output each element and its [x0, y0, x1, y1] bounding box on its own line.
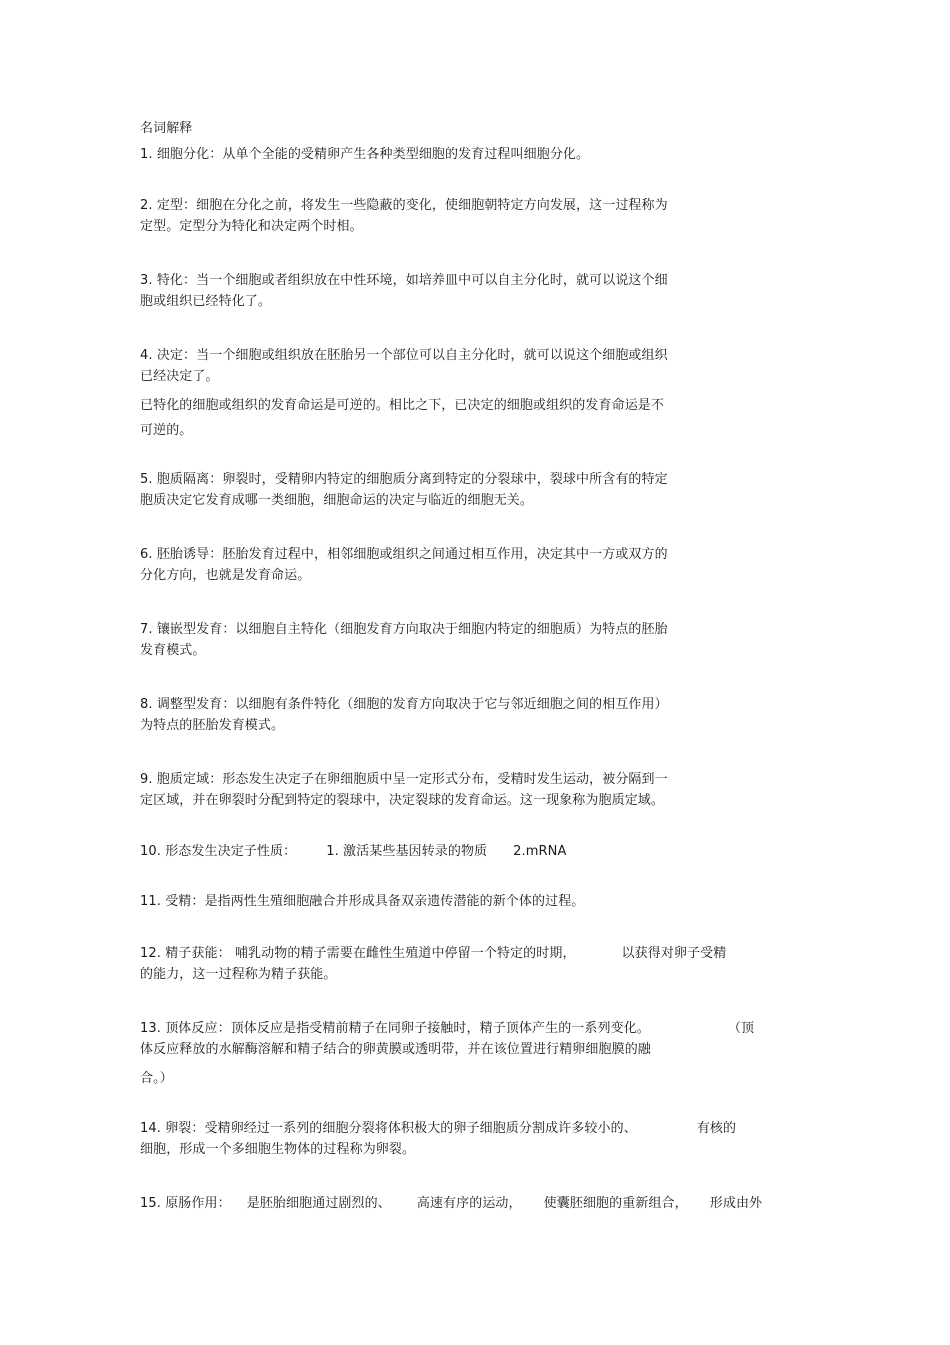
- term-12-text-part: 以获得对卵子受精: [621, 946, 727, 961]
- term-4-note-line: 可逆的。: [140, 423, 193, 438]
- term-1-line: 1. 细胞分化：从单个全能的受精卵产生各种类型细胞的发育过程叫细胞分化。: [140, 147, 590, 162]
- term-6-line: 分化方向，也就是发育命运。: [140, 568, 311, 583]
- term-11-line: 11. 受精：是指两性生殖细胞融合并形成具备双亲遗传潜能的新个体的过程。: [140, 894, 585, 909]
- term-15-text-part: 15. 原肠作用：: [140, 1196, 231, 1211]
- term-8-line: 8. 调整型发育：以细胞有条件特化（细胞的发育方向取决于它与邻近细胞之间的相互作用）: [140, 697, 668, 712]
- term-5-line: 胞质决定它发育成哪一类细胞，细胞命运的决定与临近的细胞无关。: [140, 493, 534, 508]
- term-12-line: [140, 946, 726, 962]
- term-12-line: 的能力，这一过程称为精子获能。: [140, 967, 337, 982]
- term-14-line: 细胞，形成一个多细胞生物体的过程称为卵裂。: [140, 1142, 416, 1157]
- term-9-line: 定区域，并在卵裂时分配到特定的裂球中，决定裂球的发育命运。这一现象称为胞质定域。: [140, 793, 665, 808]
- term-15-text-part: 高速有序的运动，: [416, 1196, 522, 1211]
- term-3-line: 3. 特化：当一个细胞或者组织放在中性环境，如培养皿中可以自主分化时，就可以说这个细: [140, 273, 668, 288]
- term-4-note-line: 已特化的细胞或组织的发育命运是可逆的。相比之下，已决定的细胞或组织的发育命运是不: [140, 398, 665, 413]
- term-3-line: 胞或组织已经特化了。: [140, 294, 272, 309]
- term-6-line: 6. 胚胎诱导：胚胎发育过程中，相邻细胞或组织之间通过相互作用，决定其中一方或双方的: [140, 547, 668, 562]
- term-14-text-part: 14. 卵裂：受精卵经过一系列的细胞分裂将体积极大的卵子细胞质分割成许多较小的、: [140, 1121, 637, 1136]
- term-13-line: [140, 1021, 754, 1037]
- term-2-line: 定型。定型分为特化和决定两个时相。: [140, 219, 363, 234]
- term-10-line: [140, 844, 566, 860]
- term-7-line: 7. 镶嵌型发育：以细胞自主特化（细胞发育方向取决于细胞内特定的细胞质）为特点的胚胎: [140, 622, 668, 637]
- term-12-text-part: 12. 精子获能： 哺乳动物的精子需要在雌性生殖道中停留一个特定的时期，: [140, 946, 576, 961]
- section-heading: 名词解释: [140, 121, 193, 136]
- term-13-line: 体反应释放的水解酶溶解和精子结合的卵黄膜或透明带，并在该位置进行精卵细胞膜的融: [140, 1042, 651, 1057]
- term-2-line: 2. 定型：细胞在分化之前，将发生一些隐蔽的变化，使细胞朝特定方向发展，这一过程称为: [140, 198, 668, 213]
- term-4-line: 4. 决定：当一个细胞或组织放在胚胎另一个部位可以自主分化时，就可以说这个细胞或组织: [140, 348, 668, 363]
- term-10-label: 10. 形态发生决定子性质：: [140, 844, 297, 859]
- term-13-text-part: 13. 顶体反应：顶体反应是指受精前精子在同卵子接触时，精子顶体产生的一系列变化。: [140, 1021, 650, 1036]
- term-10-property-2: 2.mRNA: [513, 844, 567, 859]
- term-15-text-part: 形成由外: [709, 1196, 763, 1211]
- term-5-line: 5. 胞质隔离：卵裂时，受精卵内特定的细胞质分离到特定的分裂球中，裂球中所含有的特定: [140, 472, 668, 487]
- term-13-line: 合。）: [140, 1071, 173, 1086]
- term-7-line: 发育模式。: [140, 643, 206, 658]
- term-15-text-part: 是胚胎细胞通过剧烈的、: [246, 1196, 391, 1211]
- term-15-line: [140, 1196, 762, 1212]
- term-4-line: 已经决定了。: [140, 369, 219, 384]
- term-14-line: [140, 1121, 736, 1137]
- term-10-property-1: 1. 激活某些基因转录的物质: [326, 844, 488, 859]
- term-8-line: 为特点的胚胎发育模式。: [140, 718, 285, 733]
- term-14-text-part: 有核的: [696, 1121, 737, 1136]
- term-13-text-part: （顶: [727, 1021, 755, 1036]
- term-9-line: 9. 胞质定域：形态发生决定子在卵细胞质中呈一定形式分布，受精时发生运动，被分隔到一: [140, 772, 668, 787]
- term-15-text-part: 使囊胚细胞的重新组合，: [543, 1196, 688, 1211]
